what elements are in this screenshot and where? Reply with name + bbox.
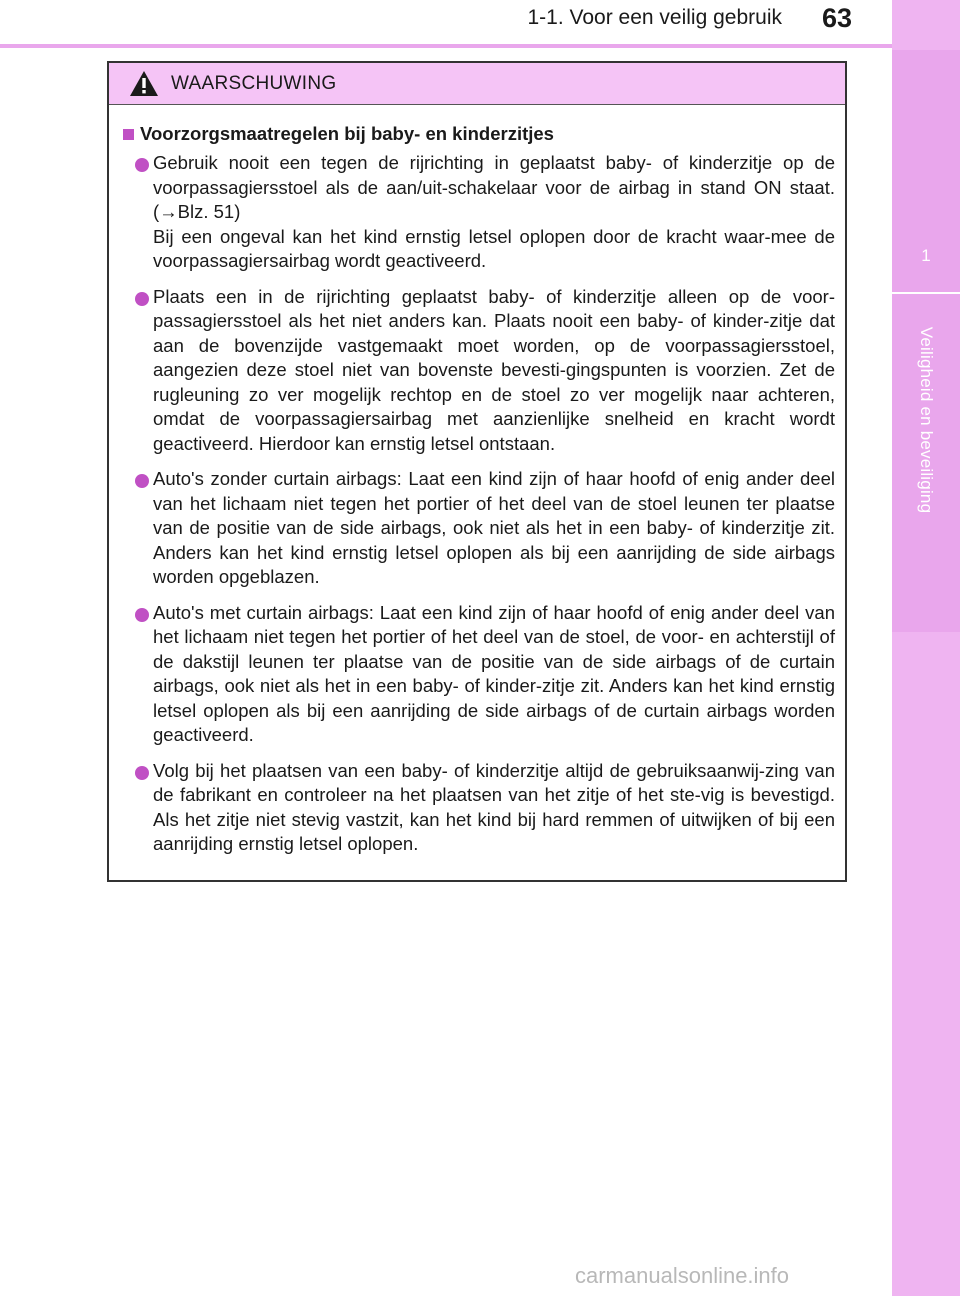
warning-body: [109, 105, 845, 857]
square-bullet-icon: [123, 129, 134, 140]
chapter-title: Veiligheid en beveiliging: [917, 326, 936, 514]
warning-item: [123, 759, 835, 857]
header-rule: [0, 44, 892, 48]
running-header-title: 1-1. Voor een veilig gebruik: [527, 6, 782, 29]
warning-item-text: Auto's zonder curtain airbags: Laat een kind zijn of haar hoofd of enig ander deel van het lichaam niet tegen het portier of het deel van de stoel leunen ter plaatse van de positie van de side airbags, ook niet als het in een baby- of kinderzitje zit. Anders kan het kind ernstig letsel oplopen als bij een aanrijding de side airbags worden opgeblazen.: [153, 468, 835, 587]
section-heading: [123, 123, 835, 145]
watermark: carmanualsonline.info: [575, 1263, 790, 1288]
warning-item-text: Plaats een in de rijrichting geplaatst baby- of kinderzitje alleen op de voor-passagiersstoel als het niet anders kan. Plaats nooit een baby- of kinder-zitje dat aan de bovenzijde vastgemaakt moet worden, op de voorpassagiersstoel, aangezien deze stoel niet van bovenste bevesti-gingspunten is voorzien. Zet de rugleuning zo ver mogelijk rechtop en de stoel zo ver mogelijk naar achteren, omdat de voorpassagiersairbag met aanzienlijke snelheid en kracht wordt geactiveerd. Hierdoor kan ernstig letsel ontstaan.: [153, 285, 835, 454]
bullet-icon: [135, 158, 149, 172]
warning-item: [123, 285, 835, 457]
warning-item-text: Gebruik nooit een tegen de rijrichting in geplaatst baby- of kinderzitje op de voorpassagiersstoel als de aan/uit-schakelaar voor de airbag in stand ON staat. (→Blz. 51): [153, 152, 835, 222]
bullet-icon: [135, 766, 149, 780]
warning-item-text: Auto's met curtain airbags: Laat een kind zijn of haar hoofd of enig ander deel van het lichaam niet tegen het portier of het deel van de stoel, de voor- en achterstijl of de dakstijl leunen ter plaatse van de positie van de side airbags of de curtain airbags, ook niet als het in een baby- of kinder-zitje zit. Anders kan het kind ernstig letsel oplopen als bij een aanrijding de side airbags of de curtain airbags worden geactiveerd.: [153, 601, 835, 745]
warning-item-text: Bij een ongeval kan het kind ernstig letsel oplopen door de kracht waar-mee de voorpassagiersairbag wordt geactiveerd.: [153, 225, 835, 271]
chapter-number: 1: [921, 246, 931, 265]
warning-triangle-icon: [129, 70, 159, 97]
chapter-divider: [892, 292, 960, 294]
warning-item: [123, 467, 835, 590]
warning-item: [123, 151, 835, 274]
page-number: 63: [822, 3, 853, 33]
section-heading-text: Voorzorgsmaatregelen bij baby- en kinderzitjes: [140, 123, 554, 144]
bullet-icon: [135, 474, 149, 488]
bullet-icon: [135, 608, 149, 622]
bullet-icon: [135, 292, 149, 306]
warning-box: [107, 61, 847, 882]
warning-item: [123, 601, 835, 748]
warning-title: WAARSCHUWING: [171, 72, 337, 94]
warning-item-text: Volg bij het plaatsen van een baby- of kinderzitje altijd de gebruiksaanwij-zing van de fabrikant en controleer na het plaatsen van het zitje of het ste-vig is bevestigd. Als het zitje niet stevig vastzit, kan het kind bij hard remmen of uitwijken of bij een aanrijding ernstig letsel oplopen.: [153, 759, 835, 854]
warning-header: [109, 63, 845, 105]
